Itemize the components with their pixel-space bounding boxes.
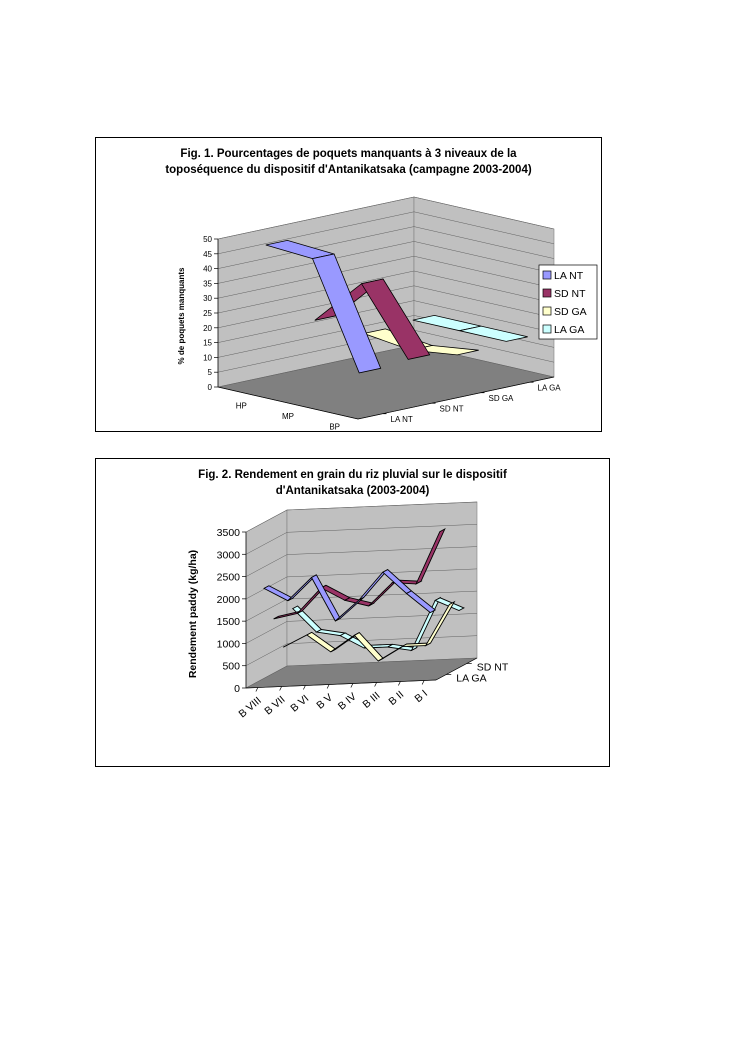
y-tick-label: 40: [203, 264, 212, 274]
x-tick-label: B III: [360, 689, 383, 711]
legend: [539, 265, 597, 339]
legend-label: SD NT: [554, 288, 586, 300]
chart-plot: [96, 138, 601, 431]
x-tick-label: B I: [412, 687, 431, 706]
x-tick-label: B II: [386, 688, 407, 708]
legend-swatch: [543, 325, 551, 333]
x-tick: [398, 682, 400, 686]
x-tick: [351, 684, 353, 688]
y-tick-label: 3500: [216, 527, 240, 539]
y-tick-label: 20: [203, 323, 212, 333]
x-tick-label: B V: [314, 691, 336, 712]
y-tick-label: 5: [207, 368, 212, 378]
chart-title-line-2: toposéquence du dispositif d'Antanikatsaka (campagne 2003-2004): [165, 164, 532, 176]
legend-swatch: [543, 289, 551, 297]
legend-label: SD GA: [554, 306, 587, 318]
depth-tick-label: LA NT: [390, 414, 413, 424]
side-wall: [246, 510, 287, 688]
x-tick: [327, 685, 329, 689]
y-tick-label: 1000: [216, 638, 240, 651]
y-axis-label: % de poquets manquants: [177, 267, 186, 365]
chart-title-line-2: d'Antanikatsaka (2003-2004): [275, 485, 430, 497]
legend-swatch: [543, 271, 551, 279]
y-tick-label: 10: [203, 353, 212, 363]
x-tick-label: B VIII: [236, 694, 264, 721]
y-tick-label: 2000: [216, 593, 240, 606]
x-tick-label: B IV: [335, 690, 359, 713]
depth-tick-label: SD NT: [476, 661, 509, 674]
x-tick: [422, 681, 424, 685]
y-tick-label: 25: [203, 309, 212, 318]
x-tick: [280, 687, 282, 691]
legend-swatch: [543, 307, 551, 315]
x-tick-label: HP: [235, 401, 247, 411]
depth-tick-label: SD NT: [439, 404, 464, 414]
depth-tick-label: SD GA: [488, 393, 514, 403]
y-tick-label: 45: [203, 249, 212, 259]
legend-label: LA NT: [554, 270, 584, 282]
y-tick-label: 0: [234, 683, 240, 695]
y-tick-label: 1500: [216, 616, 240, 629]
x-tick-label: MP: [282, 412, 294, 421]
y-tick-label: 2500: [216, 571, 240, 584]
chart-title-line-1: Fig. 1. Pourcentages de poquets manquants à 3 niveaux de la: [180, 148, 517, 160]
x-tick-label: B VI: [288, 692, 312, 715]
y-tick-label: 35: [203, 279, 212, 289]
y-tick-label: 50: [203, 235, 212, 244]
y-tick-label: 0: [207, 383, 212, 392]
depth-tick-label: LA GA: [537, 383, 561, 393]
y-axis-label: Rendement paddy (kg/ha): [187, 549, 199, 679]
x-tick: [303, 686, 305, 690]
legend-label: LA GA: [554, 324, 585, 336]
y-tick-label: 3000: [216, 549, 240, 562]
x-tick: [375, 683, 377, 687]
figure-2-chart: [95, 458, 610, 767]
figure-1-chart: [95, 137, 602, 432]
x-tick: [256, 688, 258, 692]
chart-title-line-1: Fig. 2. Rendement en grain du riz pluvial sur le dispositif: [198, 469, 507, 481]
y-tick-label: 500: [222, 660, 240, 673]
y-tick-label: 15: [203, 338, 212, 348]
x-tick-label: BP: [329, 422, 341, 431]
x-tick-label: B VII: [262, 693, 288, 718]
y-tick-label: 30: [203, 294, 212, 304]
chart-plot: [96, 459, 609, 766]
depth-tick-label: LA GA: [456, 672, 487, 685]
